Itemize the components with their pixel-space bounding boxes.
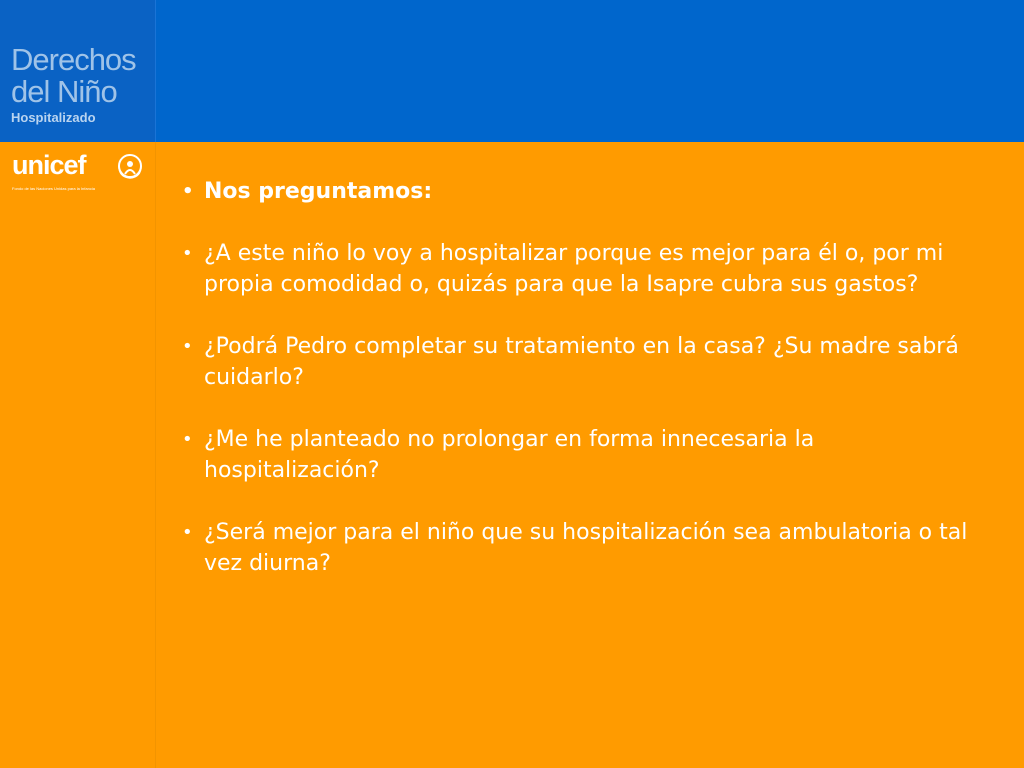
bullet-dot-icon: • (182, 522, 193, 543)
bullet-dot-icon: • (182, 181, 194, 202)
bullet-item (182, 424, 992, 486)
bullet-text: ¿A este niño lo voy a hospitalizar porque es mejor para él o, por mi propia comodidad o, quizás para que la Isapre cubra sus gastos? (204, 241, 944, 297)
unicef-tagline: Fondo de las Naciones Unidas para la Infancia (12, 186, 95, 191)
sidebar-strip (0, 142, 156, 768)
bullet-item (182, 238, 992, 300)
bullet-item (182, 331, 992, 393)
bullet-text: ¿Me he planteado no prolongar en forma innecesaria la hospitalización? (204, 427, 815, 483)
unicef-wordmark: unicef (12, 150, 86, 180)
un-emblem-icon (116, 152, 144, 180)
bullet-dot-icon: • (182, 336, 193, 357)
logo-line-derechos: Derechos (11, 42, 136, 77)
bullet-list (182, 176, 992, 579)
bullet-item-heading (182, 176, 992, 207)
unicef-logo (12, 150, 144, 196)
campaign-logo (0, 0, 156, 142)
bullet-dot-icon: • (182, 243, 193, 264)
logo-line-hospitalizado: Hospitalizado (11, 110, 96, 125)
bullet-text: ¿Podrá Pedro completar su tratamiento en la casa? ¿Su madre sabrá cuidarlo? (204, 334, 959, 390)
logo-line-del-nino: del Niño (11, 74, 117, 109)
bullet-item (182, 517, 992, 579)
bullet-dot-icon: • (182, 429, 193, 450)
bullet-text: Nos preguntamos: (204, 179, 433, 204)
bullet-text: ¿Será mejor para el niño que su hospitalización sea ambulatoria o tal vez diurna? (204, 520, 968, 576)
